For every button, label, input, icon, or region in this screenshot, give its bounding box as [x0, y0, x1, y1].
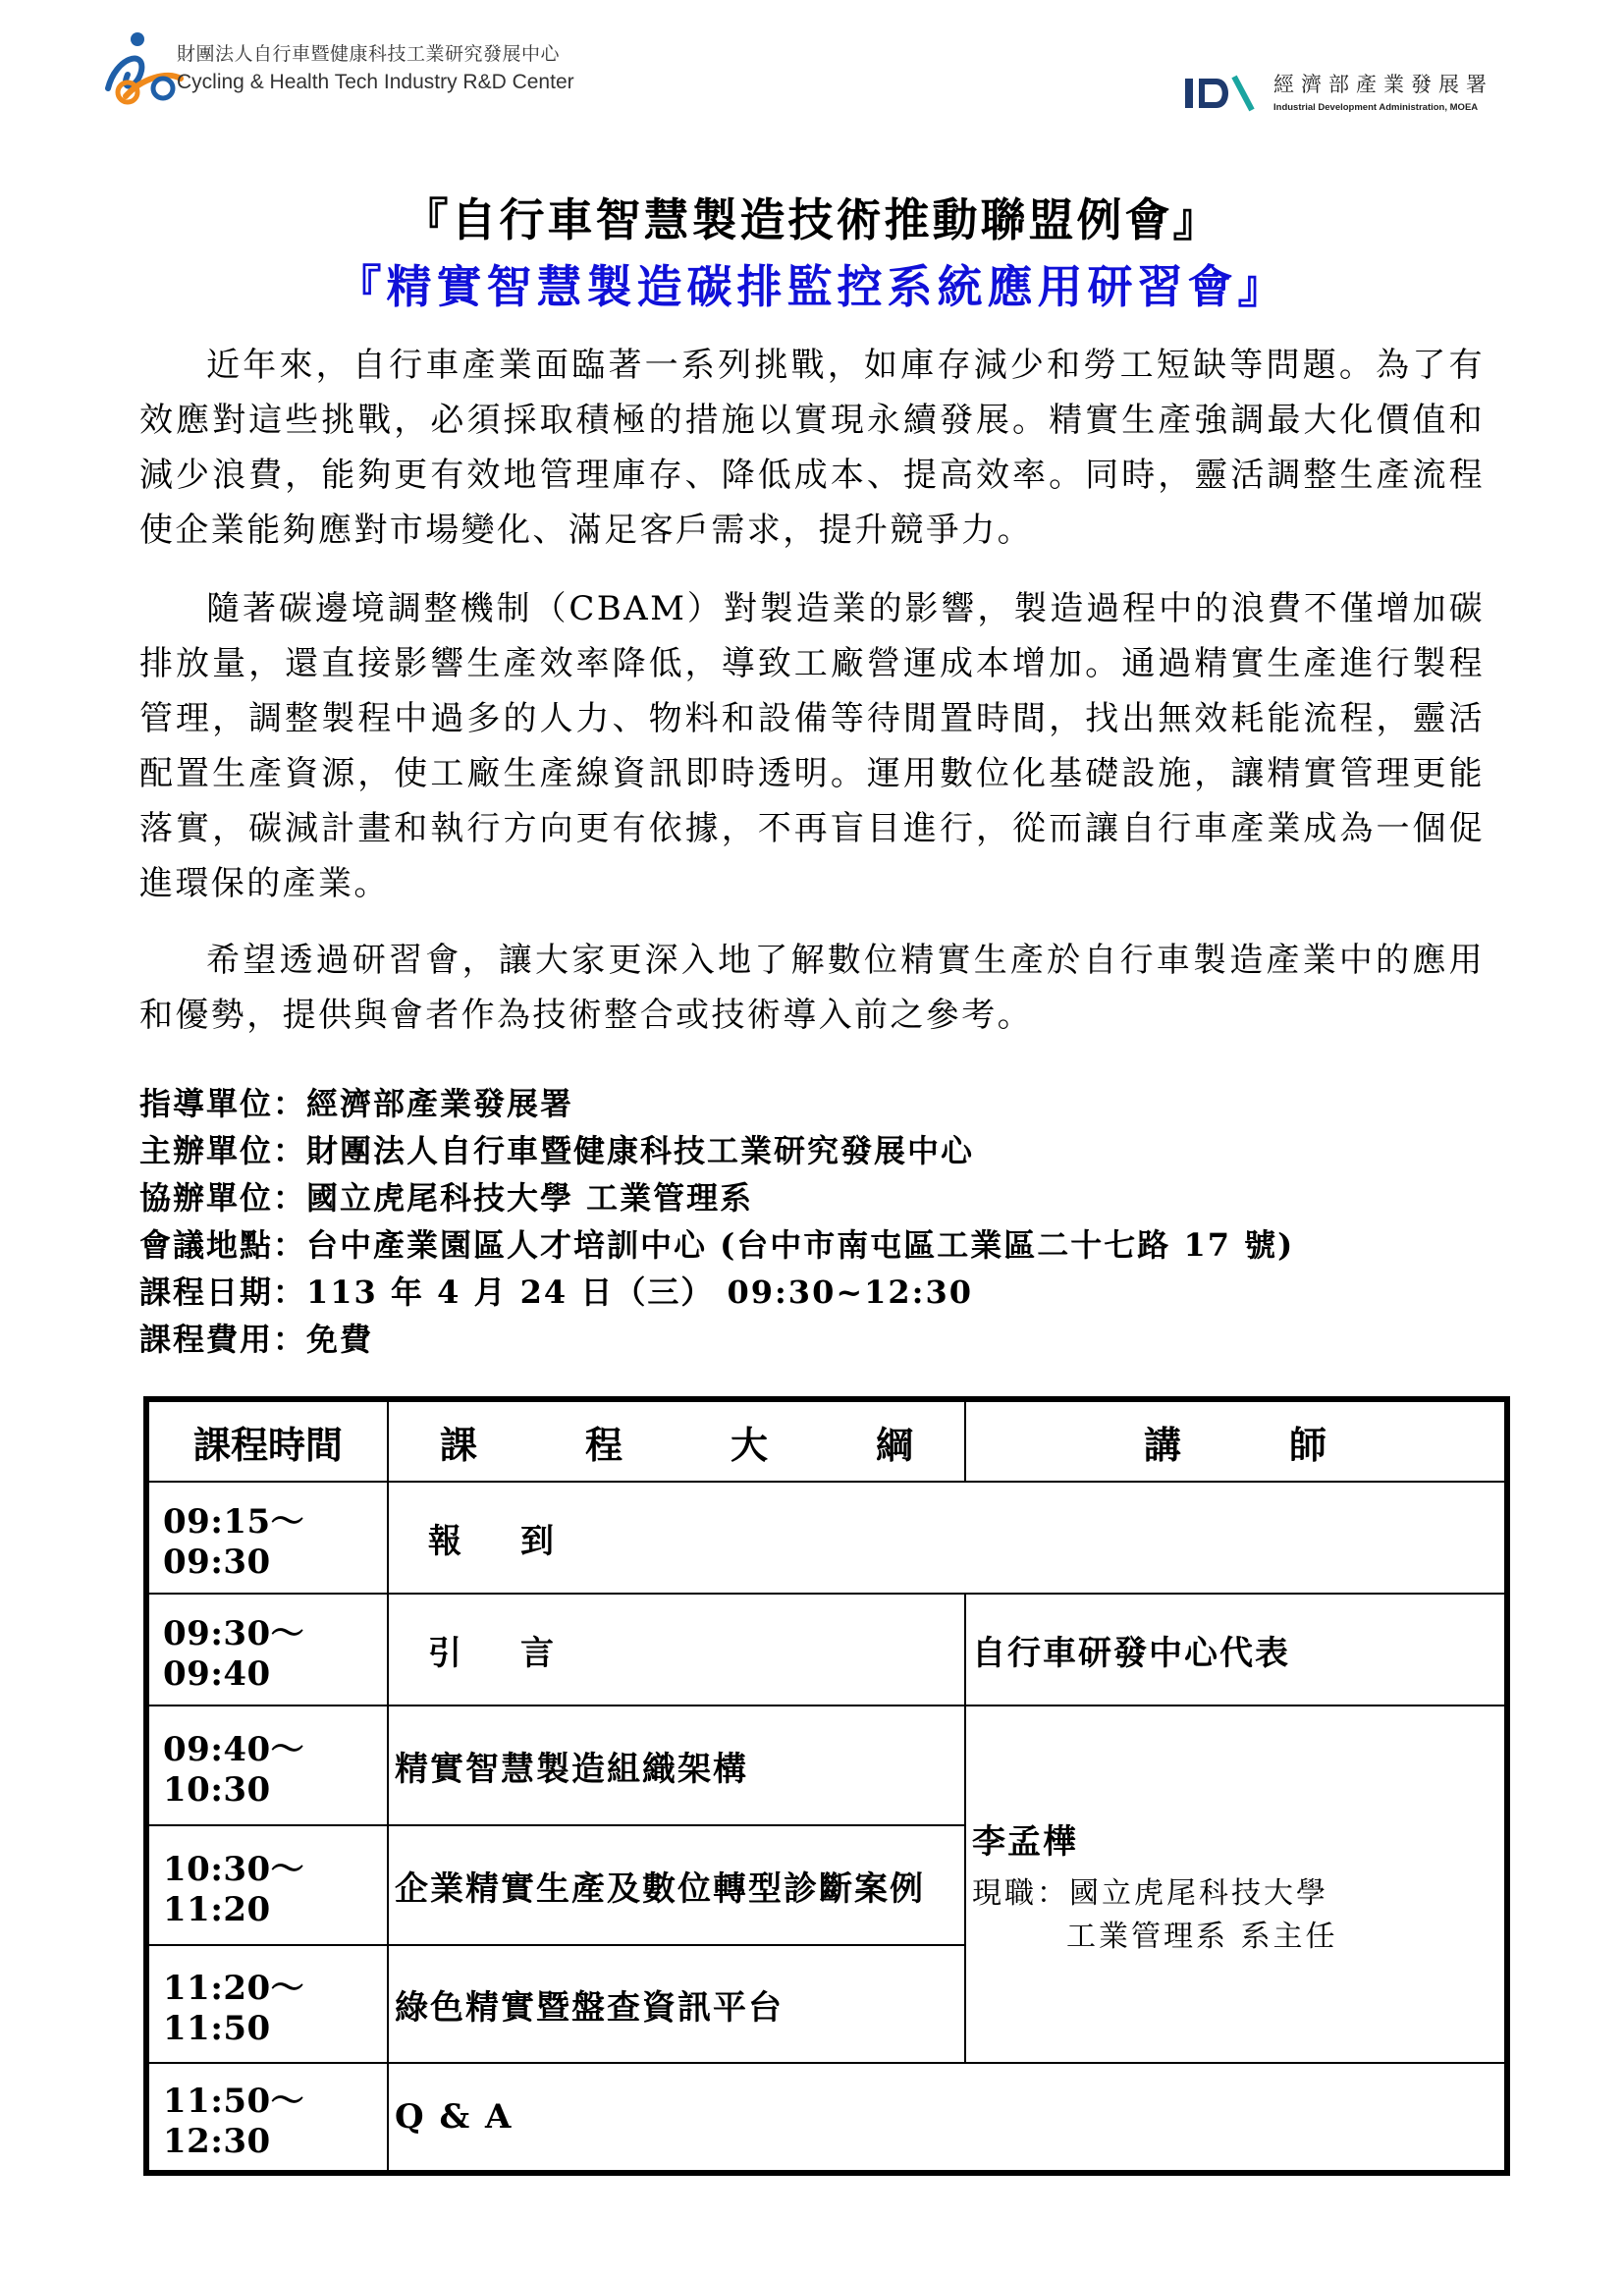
info-co-organizer [139, 1174, 1514, 1221]
cycling-health-logo-icon [98, 27, 189, 106]
info-label: 課程費用： [139, 1321, 307, 1358]
table-row-topic: 企業精實生產及數位轉型診斷案例 [387, 1824, 966, 1946]
table-row-speaker: 自行車研發中心代表 [964, 1593, 1506, 1706]
main-title: 『自行車智慧製造技術推動聯盟例會』 [403, 193, 1221, 246]
info-value: 台中產業園區人才培訓中心 (台中市南屯區工業區二十七路 17 號) [306, 1226, 1295, 1264]
table-row-topic [387, 1481, 1506, 1595]
ida-logo-icon [1183, 69, 1260, 118]
table-row-time: 11:20～11:50 [147, 1944, 389, 2064]
info-organizer [139, 1127, 1514, 1174]
info-value: 113 年 4 月 24 日（三） 09:30~12:30 [306, 1273, 974, 1311]
header-lecturer [964, 1400, 1506, 1483]
info-venue [139, 1221, 1514, 1269]
info-label: 課程日期： [139, 1273, 307, 1311]
org-name-zh: 財團法人自行車暨健康科技工業研究發展中心 [177, 43, 561, 65]
info-label: 指導單位： [139, 1085, 307, 1122]
info-value: 財團法人自行車暨健康科技工業研究發展中心 [306, 1132, 975, 1169]
table-row-topic: 精實智慧製造組織架構 [387, 1705, 966, 1826]
ida-name-zh: 經濟部產業發展署 [1273, 73, 1493, 96]
header-topic [387, 1400, 1021, 1483]
table-row-time: 09:15～09:30 [147, 1481, 389, 1595]
info-value: 經濟部產業發展署 [306, 1085, 574, 1122]
info-label: 協辦單位： [139, 1179, 307, 1217]
table-row-topic: 綠色精實暨盤查資訊平台 [387, 1944, 966, 2064]
header-lecturer-label: 講師 [1143, 1422, 1435, 1467]
info-label: 會議地點： [139, 1226, 307, 1264]
sub-title: 『精實智慧製造碳排監控系統應用研習會』 [336, 260, 1288, 313]
info-date [139, 1269, 1514, 1316]
header-time [147, 1400, 389, 1483]
table-row-topic [387, 1593, 966, 1706]
info-fee [139, 1316, 1514, 1363]
ida-name-en: Industrial Development Administration, MOEA [1273, 102, 1479, 113]
lecturer-cell [964, 1705, 1506, 2064]
lecturer-title-line-2: 工業管理系 系主任 [1066, 1919, 1338, 1954]
info-value: 國立虎尾科技大學 工業管理系 [306, 1179, 754, 1217]
schedule-table [143, 1396, 1510, 2176]
info-label: 主辦單位： [139, 1132, 307, 1169]
lecturer-title-line-1: 現職：國立虎尾科技大學 [972, 1875, 1328, 1911]
intro-paragraph-3: 希望透過研習會，讓大家更深入地了解數位精實生產於自行車製造產業中的應用和優勢，提供與會者作為技術整合或技術導入前之參考。 [139, 941, 1485, 1035]
intro-paragraph-2: 隨著碳邊境調整機制（CBAM）對製造業的影響，製造過程中的浪費不僅增加碳排放量，還直接影響生產效率降低，導致工廠營運成本增加。通過精實生產進行製程管理，調整製程中過多的人力、物料和設備等待閒置時間，找出無效耗能流程，靈活配置生產資源，使工廠生產線資訊即時透明。運用數位化基礎設施，讓精實管理更能落實，碳減計畫和執行方向更有依據，不再盲目進行，從而讓自行車產業成為一個促進環保的產業。 [139, 589, 1485, 903]
header-topic-label: 課程大綱 [439, 1422, 1021, 1467]
ida-logo [1183, 63, 1537, 132]
intro-paragraph-1: 近年來，自行車產業面臨著一系列挑戰，如庫存減少和勞工短缺等問題。為了有效應對這些挑戰，必須採取積極的措施以實現永續發展。精實生產強調最大化價值和減少浪費，能夠更有效地管理庫存、降低成本、提高效率。同時，靈活調整生產流程使企業能夠應對市場變化、滿足客戶需求，提升競爭力。 [139, 346, 1485, 550]
event-info [139, 1080, 1514, 1363]
table-row-time: 09:30～09:40 [147, 1593, 389, 1706]
info-value: 免費 [306, 1321, 374, 1358]
topic-label: 報到 [428, 1521, 613, 1561]
table-row-time: 09:40～10:30 [147, 1705, 389, 1826]
topic-label: 引言 [428, 1633, 613, 1673]
header-time-label: 課程時間 [192, 1422, 343, 1467]
table-row-time: 11:50～12:30 [147, 2062, 389, 2172]
table-row-time: 10:30～11:20 [147, 1824, 389, 1946]
info-guidance [139, 1080, 1514, 1127]
lecturer-name: 李孟樺 [972, 1821, 1078, 1862]
table-row-topic: Q & A [387, 2062, 1506, 2172]
cycling-center-logo [98, 27, 574, 106]
org-name-en: Cycling & Health Tech Industry R&D Center [177, 71, 574, 93]
